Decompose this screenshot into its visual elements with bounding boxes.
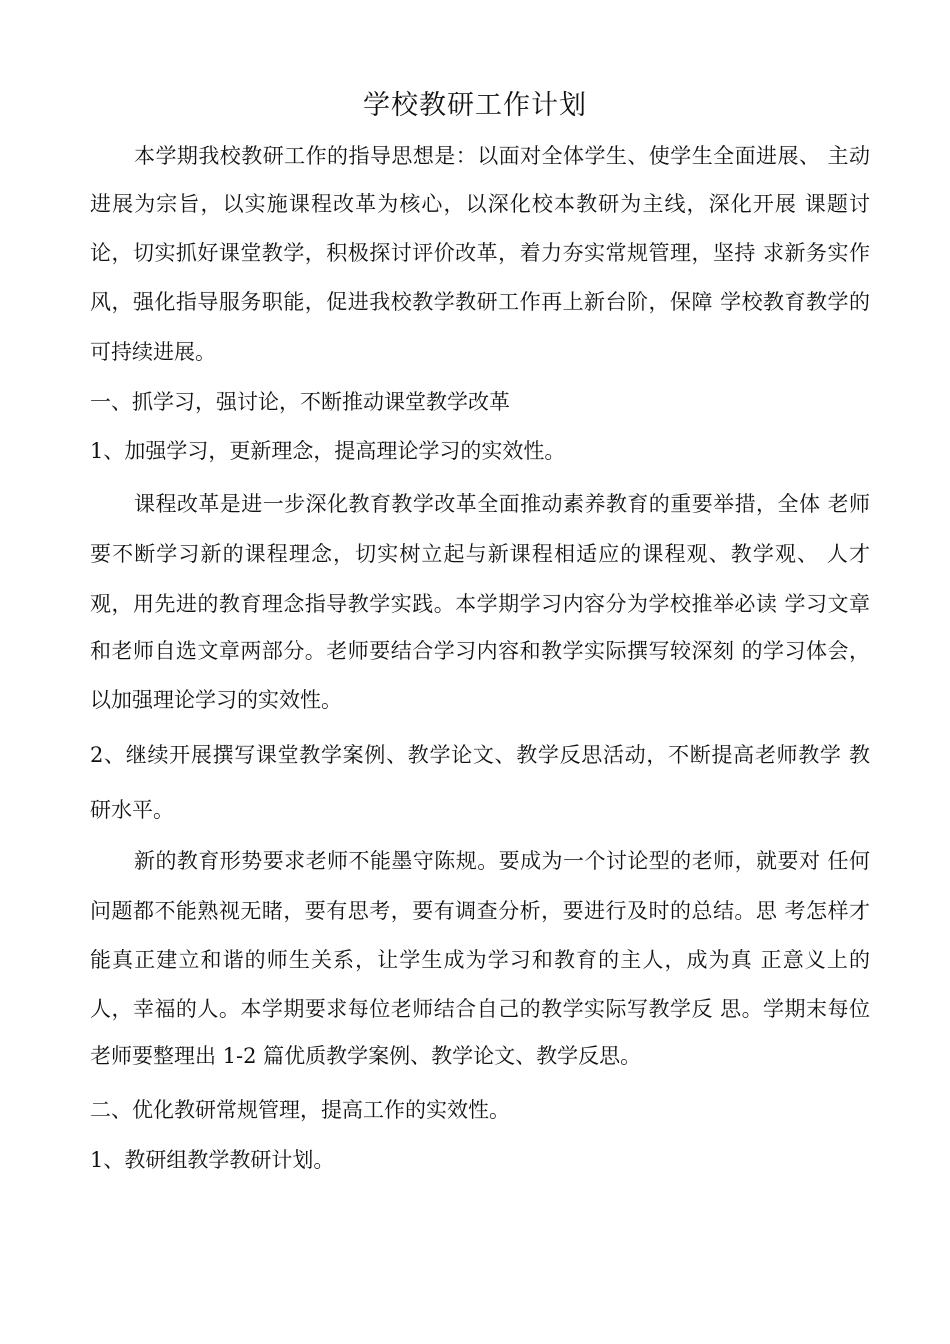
paragraph-line: 本学期我校教研工作的指导思想是：以面对全体学生、使学生全面进展、 主动	[134, 144, 870, 168]
paragraph-line: 新的教育形势要求老师不能墨守陈规。要成为一个讨论型的老师，就要对 任何	[134, 849, 870, 873]
subsection-heading: 1、加强学习，更新理念，提高理论学习的实效性。	[90, 439, 566, 463]
paragraph-line: 要不断学习新的课程理念，切实树立起与新课程相适应的课程观、教学观、 人才	[90, 542, 870, 566]
paragraph-line: 风，强化指导服务职能，促进我校教学教研工作再上新台阶，保障 学校教育教学的	[90, 290, 870, 314]
paragraph-line: 人，幸福的人。本学期要求每位老师结合自己的教学实际写教学反 思。学期末每位	[90, 997, 870, 1021]
subsection-heading: 2、继续开展撰写课堂教学案例、教学论文、教学反思活动，不断提高老师教学 教	[90, 743, 870, 767]
subsection-heading: 研水平。	[90, 798, 174, 822]
paragraph-line: 能真正建立和谐的师生关系，让学生成为学习和教育的主人，成为真 正意义上的	[90, 948, 870, 972]
paragraph-line: 课程改革是进一步深化教育教学改革全面推动素养教育的重要举措，全体 老师	[134, 492, 870, 516]
paragraph-line: 可持续进展。	[90, 340, 216, 364]
paragraph-line: 和老师自选文章两部分。老师要结合学习内容和教学实际撰写较深刻 的学习体会，	[90, 639, 870, 663]
paragraph-line: 问题都不能熟视无睹，要有思考，要有调查分析，要进行及时的总结。思 考怎样才	[90, 899, 870, 923]
section-heading: 一、抓学习，强讨论，不断推动课堂教学改革	[90, 390, 510, 414]
paragraph-line: 以加强理论学习的实效性。	[90, 688, 342, 712]
subsection-heading: 1、教研组教学教研计划。	[90, 1148, 335, 1172]
paragraph-line: 观，用先进的教育理念指导教学实践。本学期学习内容分为学校推举必读 学习文章	[90, 592, 870, 616]
paragraph-line: 老师要整理出 1-2 篇优质教学案例、教学论文、教学反思。	[90, 1044, 642, 1068]
paragraph-line: 进展为宗旨，以实施课程改革为核心，以深化校本教研为主线，深化开展 课题讨	[90, 192, 870, 216]
document-title: 学校教研工作计划	[363, 90, 587, 121]
paragraph-line: 论，切实抓好课堂教学，积极探讨评价改革，着力夯实常规管理，坚持 求新务实作	[90, 241, 870, 265]
section-heading: 二、优化教研常规管理，提高工作的实效性。	[90, 1098, 510, 1122]
